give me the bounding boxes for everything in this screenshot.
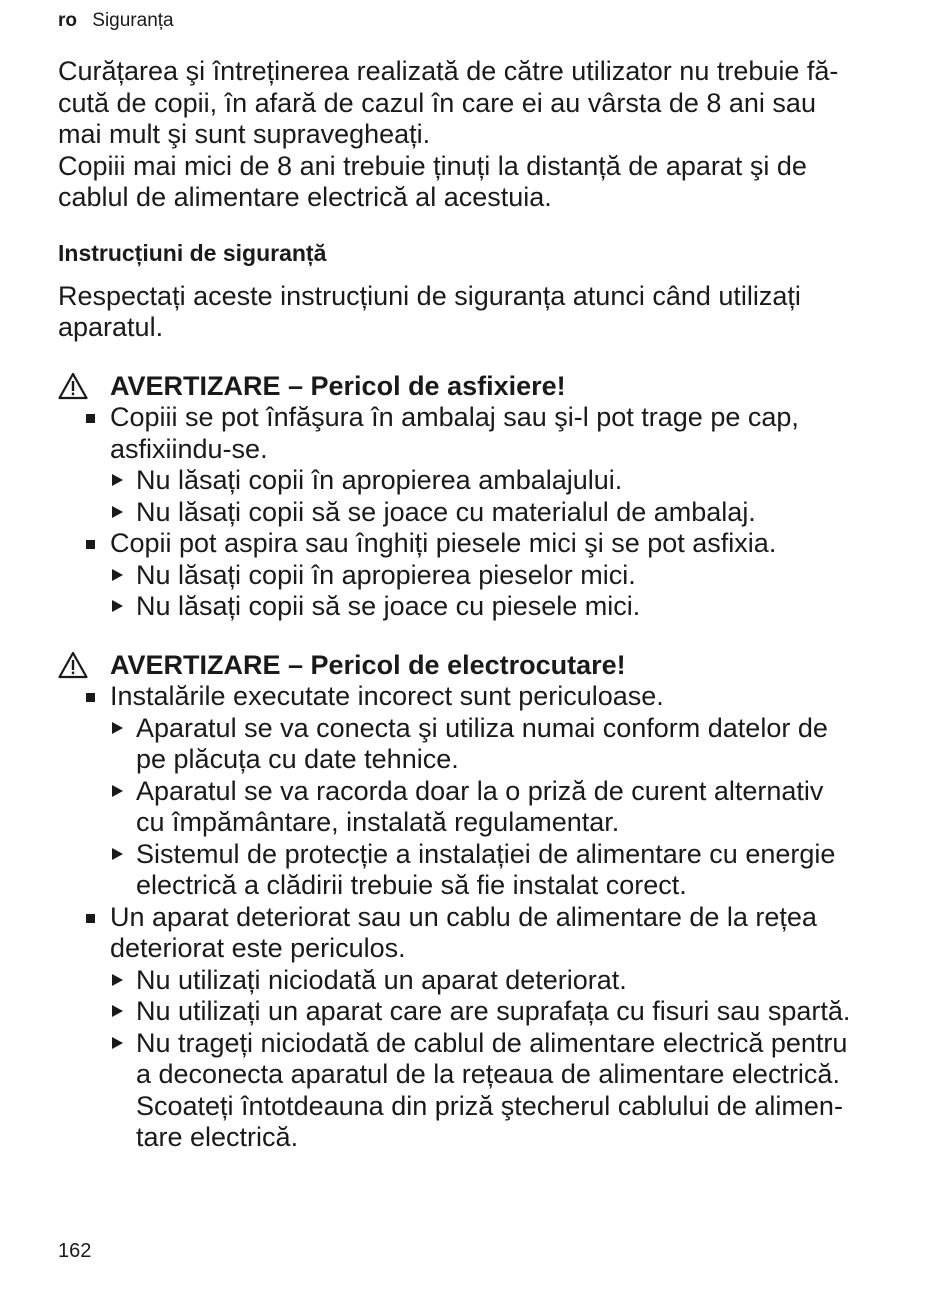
action-item (110, 560, 898, 592)
language-code: ro (58, 10, 77, 31)
text-line: asfixiindu-se. (110, 433, 268, 464)
action-text (136, 776, 898, 839)
text-line: cu împământare, instalată regulamentar. (136, 807, 620, 837)
arrow-bullet-icon (112, 474, 123, 486)
instructions-paragraph (58, 281, 898, 344)
action-list (110, 965, 898, 1154)
action-list (110, 465, 898, 528)
square-bullet-icon (86, 693, 95, 702)
text-line: Nu lăsați copii să se joace cu piesele mici. (136, 591, 641, 621)
text-line: Copii pot aspira sau înghiți piesele mici şi se pot asfixia. (110, 528, 777, 558)
text-line: a deconecta aparatul de la rețeaua de alimentare electrică. (136, 1059, 840, 1089)
action-item (110, 839, 898, 902)
text-line: pe plăcuța cu date tehnice. (136, 744, 459, 774)
arrow-bullet-icon (112, 1005, 123, 1017)
action-text (136, 839, 898, 902)
text-line: Nu trageți niciodată de cablul de alimentare electrică pentru (136, 1027, 848, 1058)
page-number: 162 (58, 1240, 92, 1262)
text-line: cută de copii, în afară de cazul în care ei au vârsta de 8 ani sau (58, 87, 816, 118)
text-line: Scoateți întotdeauna din priză ştecherul cablului de alimen- (136, 1090, 843, 1121)
text-line: Copiii se pot înfăşura în ambalaj sau şi-l pot trage pe cap, (110, 402, 799, 432)
text-line: Aparatul se va conecta şi utiliza numai conform datelor de (136, 712, 828, 743)
warning-title-text: AVERTIZARE – Pericol de asfixiere! (110, 370, 566, 401)
action-item (110, 591, 898, 623)
hazard-text (110, 528, 898, 560)
action-item (110, 965, 898, 997)
hazard-item (58, 902, 898, 1154)
action-item (110, 776, 898, 839)
text-line: Nu lăsați copii în apropierea ambalajului. (136, 465, 623, 495)
text-line: Nu lăsați copii în apropierea pieselor mici. (136, 559, 636, 590)
section-name: Siguranța (92, 10, 174, 31)
arrow-bullet-icon (112, 1037, 123, 1049)
warning-block (58, 371, 898, 623)
action-item (110, 1028, 898, 1154)
square-bullet-icon (86, 914, 95, 923)
hazard-list (58, 402, 898, 623)
warnings-list (58, 371, 898, 1154)
action-text (136, 465, 898, 497)
action-text (136, 965, 898, 997)
text-line: Respectați aceste instrucțiuni de siguranța atunci când utilizați (58, 280, 801, 311)
section-heading: Instrucțiuni de siguranță (58, 239, 327, 266)
action-text (136, 591, 898, 623)
hazard-item (58, 402, 898, 528)
action-list (110, 713, 898, 902)
action-text (136, 996, 898, 1028)
text-line: cablul de alimentare electrică al acestuia. (58, 182, 552, 212)
action-text (136, 497, 898, 529)
arrow-bullet-icon (112, 974, 123, 986)
warning-title (58, 650, 898, 682)
text-line: aparatul. (58, 312, 164, 342)
text-line: Instalările executate incorect sunt periculoase. (110, 681, 664, 711)
warning-block (58, 650, 898, 1154)
arrow-bullet-icon (112, 506, 123, 518)
warning-title-text: AVERTIZARE – Pericol de electrocutare! (110, 649, 626, 680)
hazard-item (58, 528, 898, 623)
intro-paragraph (58, 56, 898, 214)
text-line: Nu utilizați niciodată un aparat deteriorat. (136, 964, 627, 995)
hazard-item (58, 681, 898, 902)
hazard-text (110, 402, 898, 465)
text-line: tare electrică. (136, 1122, 299, 1152)
arrow-bullet-icon (112, 848, 123, 860)
text-line: mai mult şi sunt supravegheați. (58, 119, 431, 149)
arrow-bullet-icon (112, 600, 123, 612)
hazard-text (110, 902, 898, 965)
page-content (58, 56, 898, 1154)
action-item (110, 497, 898, 529)
text-line: Aparatul se va racorda doar la o priză de curent alternativ (136, 775, 824, 806)
arrow-bullet-icon (112, 785, 123, 797)
hazard-list (58, 681, 898, 1154)
warning-title (58, 371, 898, 403)
text-line: Sistemul de protecție a instalației de alimentare cu energie (136, 838, 836, 869)
action-list (110, 560, 898, 623)
text-line: Copiii mai mici de 8 ani trebuie ținuți la distanță de aparat şi de (58, 150, 807, 181)
action-item (110, 465, 898, 497)
arrow-bullet-icon (112, 569, 123, 581)
text-line: Un aparat deteriorat sau un cablu de alimentare de la rețea (110, 901, 817, 932)
warning-triangle-icon (58, 651, 88, 679)
text-line: Curățarea şi întreținerea realizată de către utilizator nu trebuie fă- (58, 56, 839, 86)
square-bullet-icon (86, 540, 95, 549)
text-line: Nu utilizați un aparat care are suprafața cu fisuri sau spartă. (136, 996, 851, 1026)
action-item (110, 713, 898, 776)
page-header (58, 9, 174, 33)
text-line: deteriorat este periculos. (110, 933, 406, 963)
action-text (136, 560, 898, 592)
text-line: electrică a clădirii trebuie să fie instalat corect. (136, 870, 687, 900)
text-line: Nu lăsați copii să se joace cu materialul de ambalaj. (136, 496, 756, 527)
action-text (136, 1028, 898, 1154)
warning-triangle-icon (58, 372, 88, 400)
square-bullet-icon (86, 414, 95, 423)
action-item (110, 996, 898, 1028)
hazard-text (110, 681, 898, 713)
action-text (136, 713, 898, 776)
arrow-bullet-icon (112, 722, 123, 734)
